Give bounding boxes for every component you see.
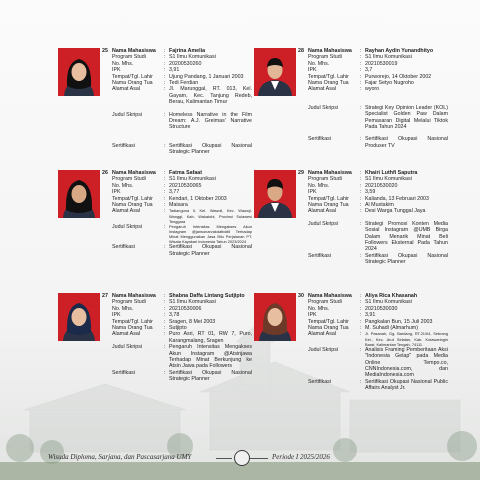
university-seal-icon <box>234 450 250 466</box>
label-alamat: Alamat Asal <box>112 208 140 215</box>
label-ttl: Tempat/Tgl. Lahir <box>112 318 153 325</box>
separator: : <box>360 136 362 143</box>
student-photo-28 <box>254 48 296 96</box>
label-nama: Nama Mahasiswa <box>308 48 352 54</box>
label-ttl: Tempat/Tgl. Lahir <box>112 195 153 202</box>
student-number: 25 <box>102 48 108 54</box>
student-birth: Kendari, 1 Oktober 2003 <box>169 195 227 202</box>
student-name: Shabna Daffa Lintang Sutjipto <box>169 293 245 299</box>
student-address: Desi Warga Tunggal Jaya <box>365 208 426 215</box>
student-parent: M. Suhadi (Almarhum) <box>365 325 418 332</box>
separator: : <box>164 111 166 118</box>
separator: : <box>360 318 362 325</box>
student-parent: Al Mustakim <box>365 202 394 209</box>
label-judul: Judul Skripsi <box>308 104 339 111</box>
separator: : <box>164 293 166 299</box>
separator: : <box>360 202 362 209</box>
label-ipk: IPK <box>112 312 121 319</box>
separator: : <box>164 312 166 319</box>
student-program: S1 Ilmu Komunikasi <box>365 299 412 306</box>
student-certification: Sertifikasi Okupasi Nasional Public Affairs Analyst Jr. <box>365 378 448 392</box>
student-thesis: Pengaruh Intensitas Mengakses Akun Instagram @jansonarvakdattoktil Terhadap Minat Menggunakan Jasa Bilu Perjalanan PT. Wisata Kayakari Indonesia Tahun 2023/2024 <box>169 223 252 244</box>
student-number: 30 <box>298 293 304 299</box>
label-prodi: Program Studi <box>308 54 342 61</box>
label-sertifikasi: Sertifikasi <box>112 369 135 376</box>
label-judul: Judul Skripsi <box>308 346 339 353</box>
label-judul: Judul Skripsi <box>112 344 143 351</box>
label-ortu: Nama Orang Tua <box>112 202 153 209</box>
separator: : <box>360 195 362 202</box>
label-prodi: Program Studi <box>308 176 342 183</box>
footer-event-title: Wisuda Diploma, Sarjana, dan Pascasarjana UMY <box>48 453 192 461</box>
label-prodi: Program Studi <box>112 299 146 306</box>
separator: : <box>164 54 166 61</box>
separator: : <box>164 223 166 230</box>
student-details <box>308 48 448 149</box>
student-certification: Sertifikasi Okupasi Nasional Strategic Planner <box>365 252 448 266</box>
student-details <box>112 170 252 257</box>
student-program: S1 Ilmu Komunikasi <box>169 54 216 61</box>
student-address: Tadianguna II, Kel. Wawoli, Kec. Wawoji-Wanggi, Kab. Wakatobi, Provinsi Sulawesi Tenggara <box>169 208 252 224</box>
label-prodi: Program Studi <box>112 54 146 61</box>
label-ipk: IPK <box>308 67 317 74</box>
student-details <box>112 48 252 156</box>
student-name: Fajrina Amelia <box>169 48 206 54</box>
label-sertifikasi: Sertifikasi <box>112 244 135 251</box>
separator: : <box>164 195 166 202</box>
separator: : <box>360 312 362 319</box>
student-nim: 20210530006 <box>169 305 202 312</box>
label-nim: No. Mhs. <box>112 305 134 312</box>
page-footer <box>48 453 408 465</box>
separator: : <box>164 80 166 87</box>
student-certification: Sertifikasi Okupasi Nasional Strategic Planner <box>169 142 252 156</box>
separator: : <box>360 73 362 80</box>
student-ipk: 3,78 <box>169 312 180 319</box>
separator: : <box>164 344 166 351</box>
separator: : <box>360 331 362 338</box>
student-birth: Pangkalan Bun, 15 Juli 2003 <box>365 318 433 325</box>
student-birth: Ujung Pandang, 1 Januari 2003 <box>169 73 244 80</box>
student-birth: Kalianda, 13 Februari 2003 <box>365 195 429 202</box>
student-ipk: 3,7 <box>365 67 373 74</box>
separator: : <box>164 48 166 54</box>
student-parent: Tedi Ferdian <box>169 80 199 87</box>
student-program: S1 Ilmu Komunikasi <box>365 176 412 183</box>
separator: : <box>164 182 166 189</box>
separator: : <box>164 86 166 93</box>
student-number: 28 <box>298 48 304 54</box>
separator: : <box>164 208 166 215</box>
student-certification: Sertifikasi Okupasi Nasional Produser TV <box>365 136 448 149</box>
label-ortu: Nama Orang Tua <box>308 80 349 87</box>
label-ttl: Tempat/Tgl. Lahir <box>308 195 349 202</box>
separator: : <box>360 60 362 67</box>
student-address: Jl. Marunggal, RT. 013, Kel. Gayam, Kec. Tanjung Redeb, Berau, Kalimantan Timur <box>169 86 252 106</box>
student-address: Puro Asri, RT 01, RW 7, Puro, Karangmalang, Sragen <box>169 331 252 344</box>
separator: : <box>164 244 166 251</box>
label-nama: Nama Mahasiswa <box>308 293 352 299</box>
separator: : <box>360 54 362 61</box>
separator: : <box>164 318 166 325</box>
student-photo-29 <box>254 170 296 218</box>
label-ipk: IPK <box>308 189 317 196</box>
label-alamat: Alamat Asal <box>308 208 336 215</box>
student-nim: 20210530019 <box>365 60 398 67</box>
label-alamat: Alamat Asal <box>112 331 140 338</box>
label-ipk: IPK <box>112 67 121 74</box>
student-thesis: Strategi Key Opinion Leader (KOL) Specialist Golden Paw Dalam Pemasaran Digital Melalui Tiktok Pada Tahun 2024 <box>365 104 448 131</box>
student-photo-26 <box>58 170 100 218</box>
separator: : <box>360 104 362 111</box>
separator: : <box>164 202 166 209</box>
student-name: Aliya Rica Khasanah <box>365 293 418 299</box>
student-name: Khairi Luthfi Saputra <box>365 170 418 176</box>
student-nim: 20200530260 <box>169 60 202 67</box>
label-ttl: Tempat/Tgl. Lahir <box>112 73 153 80</box>
label-sertifikasi: Sertifikasi <box>308 252 331 259</box>
student-program: S1 Ilmu Komunikasi <box>365 54 412 61</box>
label-ttl: Tempat/Tgl. Lahir <box>308 318 349 325</box>
label-judul: Judul Skripsi <box>112 111 143 118</box>
student-program: S1 Ilmu Komunikasi <box>169 299 216 306</box>
separator: : <box>164 170 166 176</box>
separator: : <box>164 73 166 80</box>
student-photo-27 <box>58 293 100 341</box>
separator: : <box>360 325 362 332</box>
student-thesis: Pengaruh Intensitas Mengakses Akun Instagram @Atsinjawa Terhadap Minat Berkunjung ke Atsin Jawa pada Followers <box>169 344 252 370</box>
label-nim: No. Mhs. <box>308 182 330 189</box>
label-nama: Nama Mahasiswa <box>112 293 156 299</box>
separator: : <box>164 189 166 196</box>
separator: : <box>360 189 362 196</box>
label-nim: No. Mhs. <box>112 182 134 189</box>
label-ortu: Nama Orang Tua <box>112 80 153 87</box>
student-details <box>112 293 252 383</box>
footer-period: Periode I 2025/2026 <box>272 453 330 461</box>
separator: : <box>164 176 166 183</box>
footer-rule-left <box>216 458 232 459</box>
label-nama: Nama Mahasiswa <box>308 170 352 176</box>
label-ortu: Nama Orang Tua <box>308 202 349 209</box>
label-sertifikasi: Sertifikasi <box>112 142 135 149</box>
separator: : <box>360 305 362 312</box>
label-alamat: Alamat Asal <box>308 86 336 93</box>
label-ortu: Nama Orang Tua <box>112 325 153 332</box>
footer-rule-right <box>250 458 268 459</box>
label-sertifikasi: Sertifikasi <box>308 136 331 143</box>
student-birth: Sragen, 8 Mei 2003 <box>169 318 216 325</box>
label-nim: No. Mhs. <box>112 60 134 67</box>
separator: : <box>164 331 166 338</box>
student-nim: 20210530065 <box>169 182 202 189</box>
label-nim: No. Mhs. <box>308 60 330 67</box>
student-name: Rayhan Aydin Yunandhityo <box>365 48 434 54</box>
separator: : <box>360 293 362 299</box>
student-parent: Maisara <box>169 202 188 209</box>
student-thesis: Analisis Framing Pemberitaan Aksi "Indonesia Gelap" pada Media Online Tempo.co, CNNIndonesia.com, dan MediaIndonesia.com <box>365 346 448 379</box>
separator: : <box>164 60 166 67</box>
student-number: 29 <box>298 170 304 176</box>
student-birth: Purworejo, 14 Oktober 2002 <box>365 73 432 80</box>
student-nim: 20210530020 <box>365 182 398 189</box>
separator: : <box>360 67 362 74</box>
label-nama: Nama Mahasiswa <box>112 170 156 176</box>
student-thesis: Strategi Promosi Konten Media Sosial Instagram @UMB Birga Dalam Menarik Minat Beli Followers Eksternal Pada Tahun 2024 <box>365 220 448 253</box>
label-sertifikasi: Sertifikasi <box>308 378 331 385</box>
student-parent: Fajar Setyo Nugroho <box>365 80 414 87</box>
label-nim: No. Mhs. <box>308 305 330 312</box>
separator: : <box>360 252 362 259</box>
student-ipk: 3,59 <box>365 189 376 196</box>
student-certification: Sertifikasi Okupasi Nasional Strategic Planner <box>169 369 252 383</box>
student-name: Fatma Safaat <box>169 170 202 176</box>
student-ipk: 3,77 <box>169 189 180 196</box>
student-certification: Sertifikasi Okupasi Nasional Strategic Planner <box>169 244 252 257</box>
student-address: Jl. Pasanah, Gg. Bardang, RT.21/04, Sebrang Kel., Kec. Arut Selatan, Kab. Kotawaringin Barat, Kalimantan Tengah, 74111 <box>365 331 448 347</box>
separator: : <box>164 142 166 149</box>
separator: : <box>360 346 362 353</box>
student-ipk: 3,91 <box>365 312 376 319</box>
student-number: 26 <box>102 170 108 176</box>
label-nama: Nama Mahasiswa <box>112 48 156 54</box>
separator: : <box>360 208 362 215</box>
label-prodi: Program Studi <box>112 176 146 183</box>
separator: : <box>360 86 362 93</box>
student-details <box>308 293 448 392</box>
student-ipk: 3,91 <box>169 67 180 74</box>
separator: : <box>164 67 166 74</box>
label-alamat: Alamat Asal <box>308 331 336 338</box>
student-photo-25 <box>58 48 100 96</box>
label-judul: Judul Skripsi <box>112 223 143 230</box>
separator: : <box>360 48 362 54</box>
student-nim: 20210530030 <box>365 305 398 312</box>
separator: : <box>360 176 362 183</box>
separator: : <box>360 80 362 87</box>
separator: : <box>164 305 166 312</box>
separator: : <box>164 299 166 306</box>
separator: : <box>164 369 166 376</box>
student-thesis: Homeless Narrative in the Film Dream: A.J. Greimas' Narrative Structure <box>169 111 252 131</box>
label-ortu: Nama Orang Tua <box>308 325 349 332</box>
separator: : <box>360 220 362 227</box>
student-number: 27 <box>102 293 108 299</box>
separator: : <box>164 325 166 332</box>
separator: : <box>360 182 362 189</box>
student-details <box>308 170 448 266</box>
separator: : <box>360 170 362 176</box>
label-ipk: IPK <box>308 312 317 319</box>
separator: : <box>360 378 362 385</box>
student-address: wyoro <box>365 86 380 93</box>
student-parent: Sutjipto <box>169 325 187 332</box>
student-photo-30 <box>254 293 296 341</box>
label-alamat: Alamat Asal <box>112 86 140 93</box>
label-prodi: Program Studi <box>308 299 342 306</box>
label-judul: Judul Skripsi <box>308 220 339 227</box>
label-ipk: IPK <box>112 189 121 196</box>
label-ttl: Tempat/Tgl. Lahir <box>308 73 349 80</box>
student-program: S1 Ilmu Komunikasi <box>169 176 216 183</box>
separator: : <box>360 299 362 306</box>
